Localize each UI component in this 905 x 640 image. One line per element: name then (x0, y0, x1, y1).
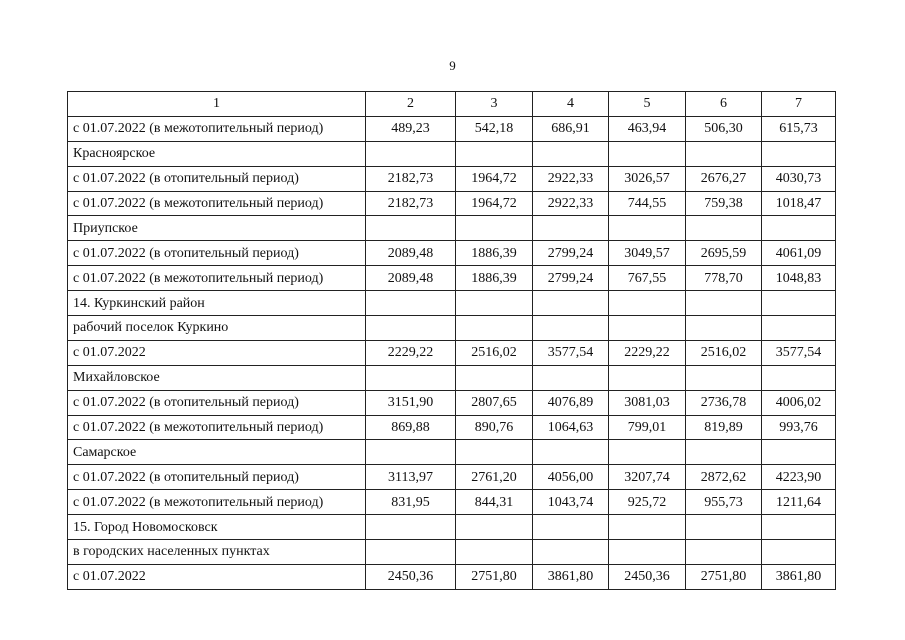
tariff-value: 4223,90 (762, 465, 836, 490)
tariff-value: 2516,02 (456, 340, 533, 365)
tariff-value: 925,72 (609, 490, 686, 515)
tariff-value: 3151,90 (366, 390, 456, 415)
tariff-value: 869,88 (366, 415, 456, 440)
tariff-value: 2676,27 (686, 166, 762, 191)
tariff-value (609, 540, 686, 565)
tariff-value (609, 440, 686, 465)
tariff-value: 4056,00 (533, 465, 609, 490)
row-label: Приупское (68, 216, 366, 241)
tariff-value (456, 440, 533, 465)
table-row (68, 540, 836, 565)
tariff-value: 1886,39 (456, 241, 533, 266)
tariff-value: 1886,39 (456, 266, 533, 291)
row-label: с 01.07.2022 (в межотопительный период) (68, 266, 366, 291)
table-row (68, 316, 836, 341)
row-label: Михайловское (68, 365, 366, 390)
tariff-value: 3861,80 (762, 564, 836, 589)
tariff-value: 831,95 (366, 490, 456, 515)
tariff-value (609, 141, 686, 166)
tariff-value (456, 515, 533, 540)
tariff-value: 890,76 (456, 415, 533, 440)
tariff-value: 2229,22 (366, 340, 456, 365)
tariff-value (686, 316, 762, 341)
tariff-value (686, 365, 762, 390)
tariff-value (456, 291, 533, 316)
row-label: с 01.07.2022 (в отопительный период) (68, 241, 366, 266)
table-header-row (68, 92, 836, 117)
tariff-value (533, 365, 609, 390)
tariff-value: 2751,80 (456, 564, 533, 589)
tariff-value: 3861,80 (533, 564, 609, 589)
tariff-value (533, 141, 609, 166)
tariff-value (609, 515, 686, 540)
row-label: 14. Куркинский район (68, 291, 366, 316)
tariff-value: 4061,09 (762, 241, 836, 266)
tariff-value: 3577,54 (533, 340, 609, 365)
table-row (68, 241, 836, 266)
tariff-value: 686,91 (533, 116, 609, 141)
row-label: Самарское (68, 440, 366, 465)
tariff-value (686, 291, 762, 316)
tariff-value (533, 515, 609, 540)
tariff-value: 2229,22 (609, 340, 686, 365)
tariff-value: 4006,02 (762, 390, 836, 415)
tariff-value: 2089,48 (366, 266, 456, 291)
row-label: с 01.07.2022 (в межотопительный период) (68, 415, 366, 440)
tariff-value: 3026,57 (609, 166, 686, 191)
column-number-4: 4 (533, 92, 609, 117)
tariff-value: 2516,02 (686, 340, 762, 365)
tariff-value: 1018,47 (762, 191, 836, 216)
tariff-value: 744,55 (609, 191, 686, 216)
table-row (68, 141, 836, 166)
tariff-value (686, 540, 762, 565)
tariff-table (67, 91, 836, 590)
tariff-value: 542,18 (456, 116, 533, 141)
column-number-3: 3 (456, 92, 533, 117)
tariff-value: 2450,36 (366, 564, 456, 589)
tariff-value (762, 440, 836, 465)
tariff-value: 4030,73 (762, 166, 836, 191)
column-number-2: 2 (366, 92, 456, 117)
tariff-value (456, 540, 533, 565)
tariff-value: 2922,33 (533, 191, 609, 216)
table-row (68, 390, 836, 415)
tariff-value (533, 540, 609, 565)
tariff-value (366, 216, 456, 241)
row-label: в городских населенных пунктах (68, 540, 366, 565)
table-row (68, 365, 836, 390)
tariff-value: 2089,48 (366, 241, 456, 266)
tariff-value (456, 316, 533, 341)
row-label: с 01.07.2022 (в межотопительный период) (68, 116, 366, 141)
tariff-value: 844,31 (456, 490, 533, 515)
tariff-value (762, 365, 836, 390)
tariff-value: 759,38 (686, 191, 762, 216)
row-label: рабочий поселок Куркино (68, 316, 366, 341)
column-number-5: 5 (609, 92, 686, 117)
table-row (68, 216, 836, 241)
tariff-value (686, 515, 762, 540)
row-label: с 01.07.2022 (68, 564, 366, 589)
tariff-value: 2695,59 (686, 241, 762, 266)
table-row (68, 340, 836, 365)
table-row (68, 440, 836, 465)
tariff-value: 1211,64 (762, 490, 836, 515)
tariff-value (609, 216, 686, 241)
tariff-value (686, 141, 762, 166)
tariff-value: 2799,24 (533, 266, 609, 291)
tariff-value (762, 515, 836, 540)
tariff-value (366, 365, 456, 390)
tariff-value (762, 291, 836, 316)
tariff-value (686, 216, 762, 241)
row-label: с 01.07.2022 (в отопительный период) (68, 390, 366, 415)
tariff-table-body (68, 92, 836, 590)
tariff-value (366, 141, 456, 166)
tariff-value: 3081,03 (609, 390, 686, 415)
table-row (68, 465, 836, 490)
tariff-value: 3049,57 (609, 241, 686, 266)
column-number-1: 1 (68, 92, 366, 117)
row-label: Красноярское (68, 141, 366, 166)
tariff-value: 2807,65 (456, 390, 533, 415)
tariff-value (456, 141, 533, 166)
tariff-value: 3577,54 (762, 340, 836, 365)
tariff-value (533, 291, 609, 316)
tariff-value (366, 515, 456, 540)
tariff-value (366, 540, 456, 565)
tariff-value: 2450,36 (609, 564, 686, 589)
page-number: 9 (449, 58, 456, 73)
tariff-value: 778,70 (686, 266, 762, 291)
tariff-value (609, 365, 686, 390)
tariff-value: 955,73 (686, 490, 762, 515)
tariff-value: 489,23 (366, 116, 456, 141)
row-label: с 01.07.2022 (в межотопительный период) (68, 490, 366, 515)
tariff-value: 799,01 (609, 415, 686, 440)
tariff-value: 506,30 (686, 116, 762, 141)
table-row (68, 291, 836, 316)
tariff-value: 2761,20 (456, 465, 533, 490)
row-label: с 01.07.2022 (в отопительный период) (68, 166, 366, 191)
tariff-value: 2872,62 (686, 465, 762, 490)
tariff-value (366, 291, 456, 316)
table-row (68, 166, 836, 191)
tariff-value: 2736,78 (686, 390, 762, 415)
tariff-value (533, 440, 609, 465)
tariff-value: 2922,33 (533, 166, 609, 191)
tariff-value (609, 291, 686, 316)
tariff-value (762, 141, 836, 166)
row-label: 15. Город Новомосковск (68, 515, 366, 540)
tariff-value: 2182,73 (366, 191, 456, 216)
tariff-value: 463,94 (609, 116, 686, 141)
tariff-value: 1043,74 (533, 490, 609, 515)
tariff-value: 993,76 (762, 415, 836, 440)
tariff-value (533, 316, 609, 341)
tariff-value: 4076,89 (533, 390, 609, 415)
table-row (68, 116, 836, 141)
tariff-value: 1964,72 (456, 191, 533, 216)
row-label: с 01.07.2022 (в межотопительный период) (68, 191, 366, 216)
tariff-value (609, 316, 686, 341)
table-row (68, 191, 836, 216)
tariff-value (686, 440, 762, 465)
tariff-value (533, 216, 609, 241)
column-number-7: 7 (762, 92, 836, 117)
tariff-value (456, 365, 533, 390)
tariff-value: 615,73 (762, 116, 836, 141)
tariff-value: 767,55 (609, 266, 686, 291)
tariff-value: 2182,73 (366, 166, 456, 191)
tariff-value: 819,89 (686, 415, 762, 440)
tariff-value (366, 440, 456, 465)
tariff-value: 2751,80 (686, 564, 762, 589)
tariff-value: 3207,74 (609, 465, 686, 490)
tariff-value: 1064,63 (533, 415, 609, 440)
table-row (68, 515, 836, 540)
tariff-value: 1048,83 (762, 266, 836, 291)
tariff-value: 3113,97 (366, 465, 456, 490)
tariff-value (762, 316, 836, 341)
column-number-6: 6 (686, 92, 762, 117)
table-row (68, 564, 836, 589)
tariff-value (456, 216, 533, 241)
tariff-value (366, 316, 456, 341)
table-row (68, 266, 836, 291)
row-label: с 01.07.2022 (в отопительный период) (68, 465, 366, 490)
tariff-value: 1964,72 (456, 166, 533, 191)
table-row (68, 490, 836, 515)
tariff-value (762, 540, 836, 565)
row-label: с 01.07.2022 (68, 340, 366, 365)
tariff-value: 2799,24 (533, 241, 609, 266)
table-row (68, 415, 836, 440)
tariff-value (762, 216, 836, 241)
